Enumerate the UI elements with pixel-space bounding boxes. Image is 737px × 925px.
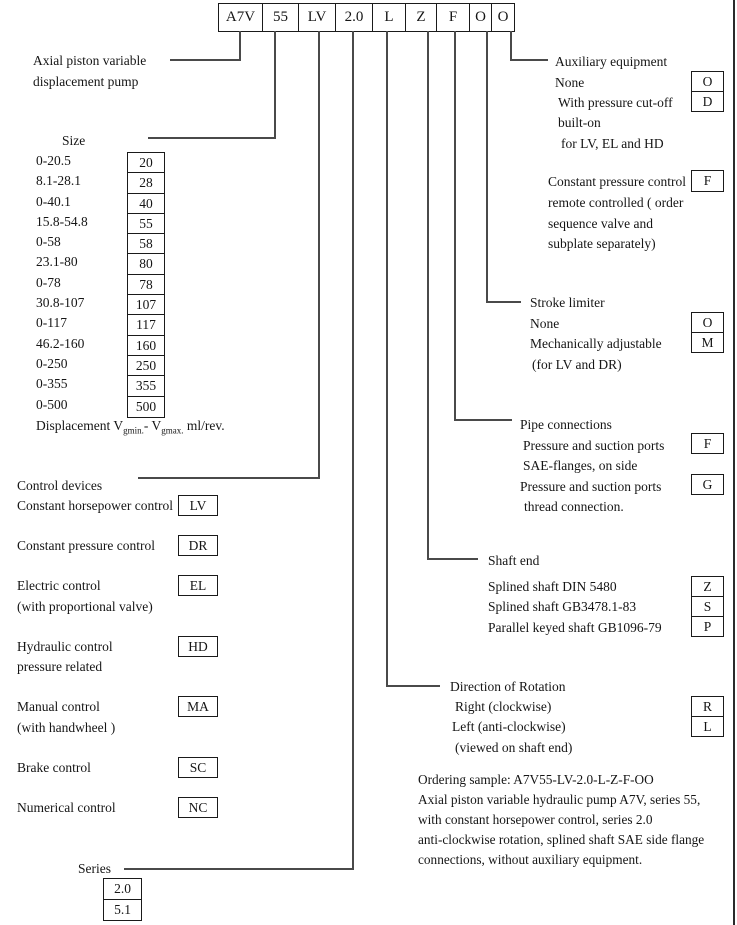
connector-line [386,31,388,687]
connector-line [274,31,276,139]
size-code: 250 [128,356,164,376]
series-section-label: Series [78,861,111,876]
displacement-mid: - V [143,418,162,433]
displacement-prefix: Displacement V [36,418,124,433]
connector-line [239,31,241,61]
pump-type-line2: displacement pump [33,74,139,89]
size-code: 20 [128,153,164,173]
control-code-el: EL [178,575,218,596]
shaft-code-p: P [691,616,724,637]
size-range: 15.8-54.8 [36,213,88,229]
shaft-section-label: Shaft end [488,553,540,568]
control-code-dr: DR [178,535,218,556]
size-code: 55 [128,214,164,234]
size-code: 107 [128,295,164,315]
size-range: 46.2-160 [36,335,85,351]
control-item-label: Electric control [17,578,101,593]
size-range: 0-20.5 [36,153,71,168]
control-item-label: Brake control [17,760,91,775]
control-code-hd: HD [178,636,218,657]
code-box-stroke: O [469,3,493,32]
connector-line [454,419,512,421]
control-item-label: Constant pressure control [17,538,155,553]
code-box-shaft: Z [405,3,438,32]
code-box-pipe: F [436,3,470,32]
control-item-label: Hydraulic control [17,639,113,654]
auxiliary-remote-label: remote controlled ( order [548,195,684,210]
control-item-label: Manual control [17,699,100,714]
rotation-code-l: L [691,716,724,737]
control-code-nc: NC [178,797,218,818]
auxiliary-cutoff-label: With pressure cut-off [558,95,673,110]
model-code-row [218,3,515,32]
rotation-left-label: Left (anti-clockwise) [452,719,566,734]
control-item-sublabel: pressure related [17,659,103,674]
size-range: 0-58 [36,234,61,250]
control-code-sc: SC [178,757,218,778]
auxiliary-sequence-label: sequence valve and [548,216,653,231]
shaft-code-s: S [691,596,724,617]
code-box-size: 55 [262,3,300,32]
ordering-sample-line: with constant horsepower control, series 2.0 [418,812,653,828]
pipe-thread-label1: Pressure and suction ports [520,479,662,494]
stroke-code-o: O [691,312,724,333]
size-code: 58 [128,234,164,254]
pipe-section-label: Pipe connections [520,417,612,432]
control-code-ma: MA [178,696,218,717]
pipe-code-f: F [691,433,724,454]
size-section-label: Size [62,133,86,148]
size-range: 23.1-80 [36,254,78,270]
size-code-column [127,152,165,418]
connector-line [386,685,440,687]
control-item-label: Numerical control [17,800,116,815]
auxiliary-cpc-label: Constant pressure control [548,174,686,189]
pipe-sae-label1: Pressure and suction ports [523,438,665,453]
size-code: 160 [128,336,164,356]
connector-line [454,31,456,421]
size-range: 8.1-28.1 [36,173,81,189]
control-item-sublabel: (with proportional valve) [17,599,153,614]
connector-line [318,31,320,479]
code-box-control: LV [298,3,336,32]
shaft-code-z: Z [691,576,724,597]
series-code: 5.1 [114,901,131,917]
control-section-label: Control devices [17,478,103,493]
size-range: 0-40.1 [36,193,71,209]
series-code-column [103,878,142,921]
rotation-section-label: Direction of Rotation [450,679,566,694]
pipe-sae-label2: SAE-flanges, on side [523,458,638,473]
stroke-mech-label: Mechanically adjustable [530,336,662,351]
size-code: 500 [135,398,157,414]
shaft-gb1096-label: Parallel keyed shaft GB1096-79 [488,620,662,635]
connector-line [138,477,320,479]
connector-line [486,31,488,303]
auxiliary-code-f: F [691,170,724,192]
control-item-label: Constant horsepower control [17,498,173,513]
auxiliary-section-label: Auxiliary equipment [555,54,668,69]
connector-line [124,868,354,870]
pump-type-line1: Axial piston variable [33,53,147,68]
code-box-rotation: L [372,3,406,32]
size-code: 78 [128,275,164,295]
size-code: 80 [128,254,164,274]
ordering-sample-line: Ordering sample: A7V55-LV-2.0-L-Z-F-OO [418,772,654,787]
auxiliary-none-label: None [555,75,585,90]
rotation-right-label: Right (clockwise) [455,699,552,714]
size-range: 0-500 [36,396,68,412]
stroke-code-m: M [691,332,724,353]
auxiliary-subplate-label: subplate separately) [548,236,656,251]
ordering-sample-line: anti-clockwise rotation, splined shaft SAE side flange [418,832,705,848]
shaft-din-label: Splined shaft DIN 5480 [488,579,617,594]
stroke-note-label: (for LV and DR) [532,357,622,372]
size-code: 355 [128,376,164,396]
ordering-sample [418,770,733,870]
displacement-sub-max: gmax. [161,425,184,436]
size-range: 30.8-107 [36,295,85,311]
control-item-sublabel: (with handwheel ) [17,720,116,735]
pipe-code-g: G [691,474,724,495]
ordering-sample-line: connections, without auxiliary equipment. [418,852,643,868]
auxiliary-builton-label: built-on [558,115,601,130]
size-code: 28 [128,173,164,193]
size-range: 0-78 [36,274,61,290]
code-box-a7v: A7V [218,3,263,32]
auxiliary-code-o: O [691,71,724,92]
pipe-thread-label2: thread connection. [524,499,624,514]
ordering-sample-line: Axial piston variable hydraulic pump A7V, series 55, [418,792,701,808]
size-range-list [36,151,88,415]
connector-line [170,59,240,61]
code-box-series: 2.0 [335,3,374,32]
page-border [733,0,735,925]
displacement-sub-min: gmin. [123,425,144,436]
connector-line [148,137,276,139]
connector-line [486,301,521,303]
code-box-auxiliary: O [491,3,515,32]
stroke-section-label: Stroke limiter [530,295,605,310]
stroke-none-label: None [530,316,560,331]
connector-line [510,59,548,61]
connector-line [427,558,478,560]
auxiliary-code-d: D [691,91,724,112]
auxiliary-forlv-label: for LV, EL and HD [561,136,664,151]
size-range: 0-355 [36,376,68,392]
displacement-note [36,418,225,439]
rotation-note-label: (viewed on shaft end) [455,740,573,755]
connector-line [427,31,429,560]
displacement-suffix: ml/rev. [183,418,225,433]
shaft-gb3478-label: Splined shaft GB3478.1-83 [488,599,637,614]
size-code: 117 [128,315,164,335]
series-code: 2.0 [104,879,141,900]
connector-line [352,31,354,870]
size-range: 0-117 [36,315,67,331]
size-code: 40 [128,194,164,214]
connector-line [510,31,512,61]
size-range: 0-250 [36,355,68,371]
control-code-lv: LV [178,495,218,516]
rotation-code-r: R [691,696,724,717]
